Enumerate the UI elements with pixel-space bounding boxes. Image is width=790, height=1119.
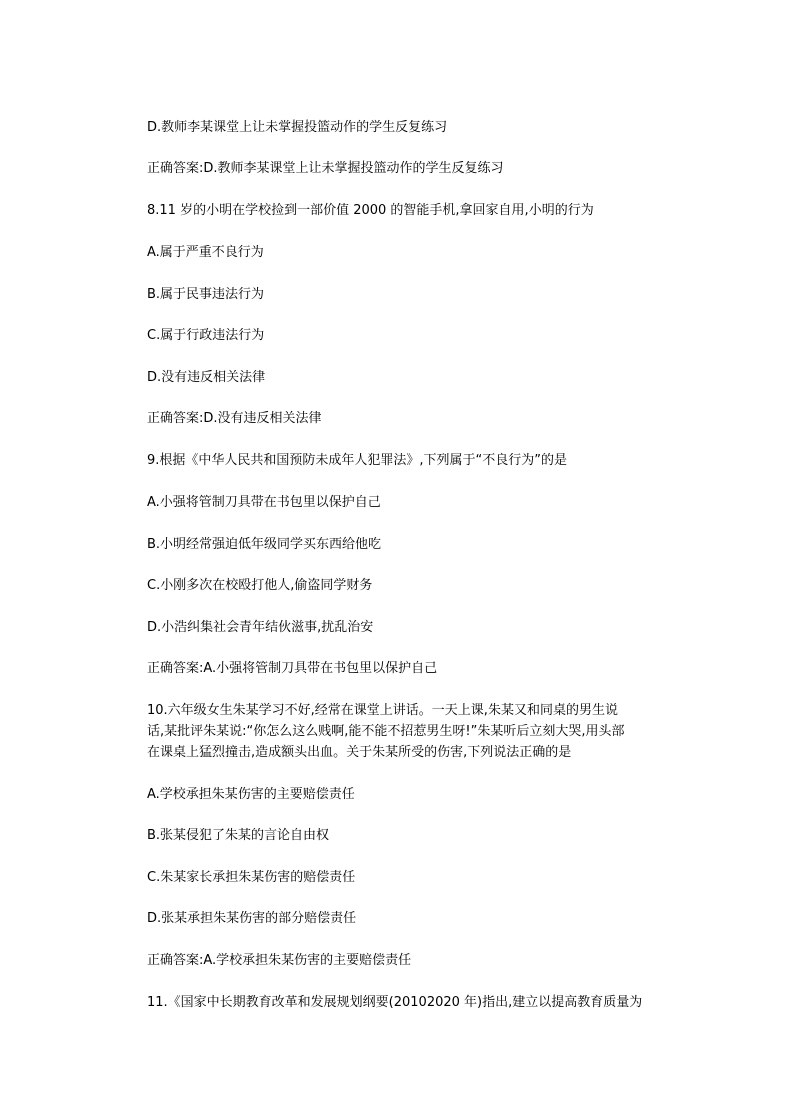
q10-option-d: D.张某承担朱某伤害的部分赔偿责任 [147,911,357,926]
q8-option-a: A.属于严重不良行为 [147,245,264,260]
q7-answer: 正确答案:D.教师李某课堂上让未掌握投篮动作的学生反复练习 [147,161,504,176]
q8-question: 8.11 岁的小明在学校捡到一部价值 2000 的智能手机,拿回家自用,小明的行为 [147,203,594,218]
q9-option-d: D.小浩纠集社会青年结伙滋事,扰乱治安 [147,620,374,635]
q8-option-b: B.属于民事违法行为 [147,287,265,302]
q10-option-b: B.张某侵犯了朱某的言论自由权 [147,828,330,843]
q9-option-b: B.小明经常强迫低年级同学买东西给他吃 [147,537,382,552]
q10-question-line3: 在课桌上猛烈撞击,造成额头出血。关于朱某所受的伤害,下列说法正确的是 [147,745,572,760]
q10-option-c: C.朱某家长承担朱某伤害的赔偿责任 [147,870,356,885]
q10-answer: 正确答案:A.学校承担朱某伤害的主要赔偿责任 [147,953,412,968]
q8-option-c: C.属于行政违法行为 [147,328,265,343]
q8-option-d: D.没有违反相关法律 [147,370,266,385]
q9-option-c: C.小刚多次在校殴打他人,偷盗同学财务 [147,578,373,593]
q10-option-a: A.学校承担朱某伤害的主要赔偿责任 [147,787,355,802]
q9-answer: 正确答案:A.小强将管制刀具带在书包里以保护自己 [147,661,438,676]
q10-question-line1: 10.六年级女生朱某学习不好,经常在课堂上讲话。一天上课,朱某又和同桌的男生说 [147,703,618,718]
q10-question-line2: 话,某批评朱某说:“你怎么这么贱啊,能不能不招惹男生呀!”朱某听后立刻大哭,用头部 [147,724,625,739]
q11-question: 11.《国家中长期教育改革和发展规划纲要(20102020 年)指出,建立以提高教育质量为 [147,995,643,1010]
q8-answer: 正确答案:D.没有违反相关法律 [147,411,322,426]
q9-option-a: A.小强将管制刀具带在书包里以保护自己 [147,495,381,510]
q7-option-d: D.教师李某课堂上让未掌握投篮动作的学生反复练习 [147,120,448,135]
q9-question: 9.根据《中华人民共和国预防未成年人犯罪法》,下列属于“不良行为”的是 [147,453,568,468]
